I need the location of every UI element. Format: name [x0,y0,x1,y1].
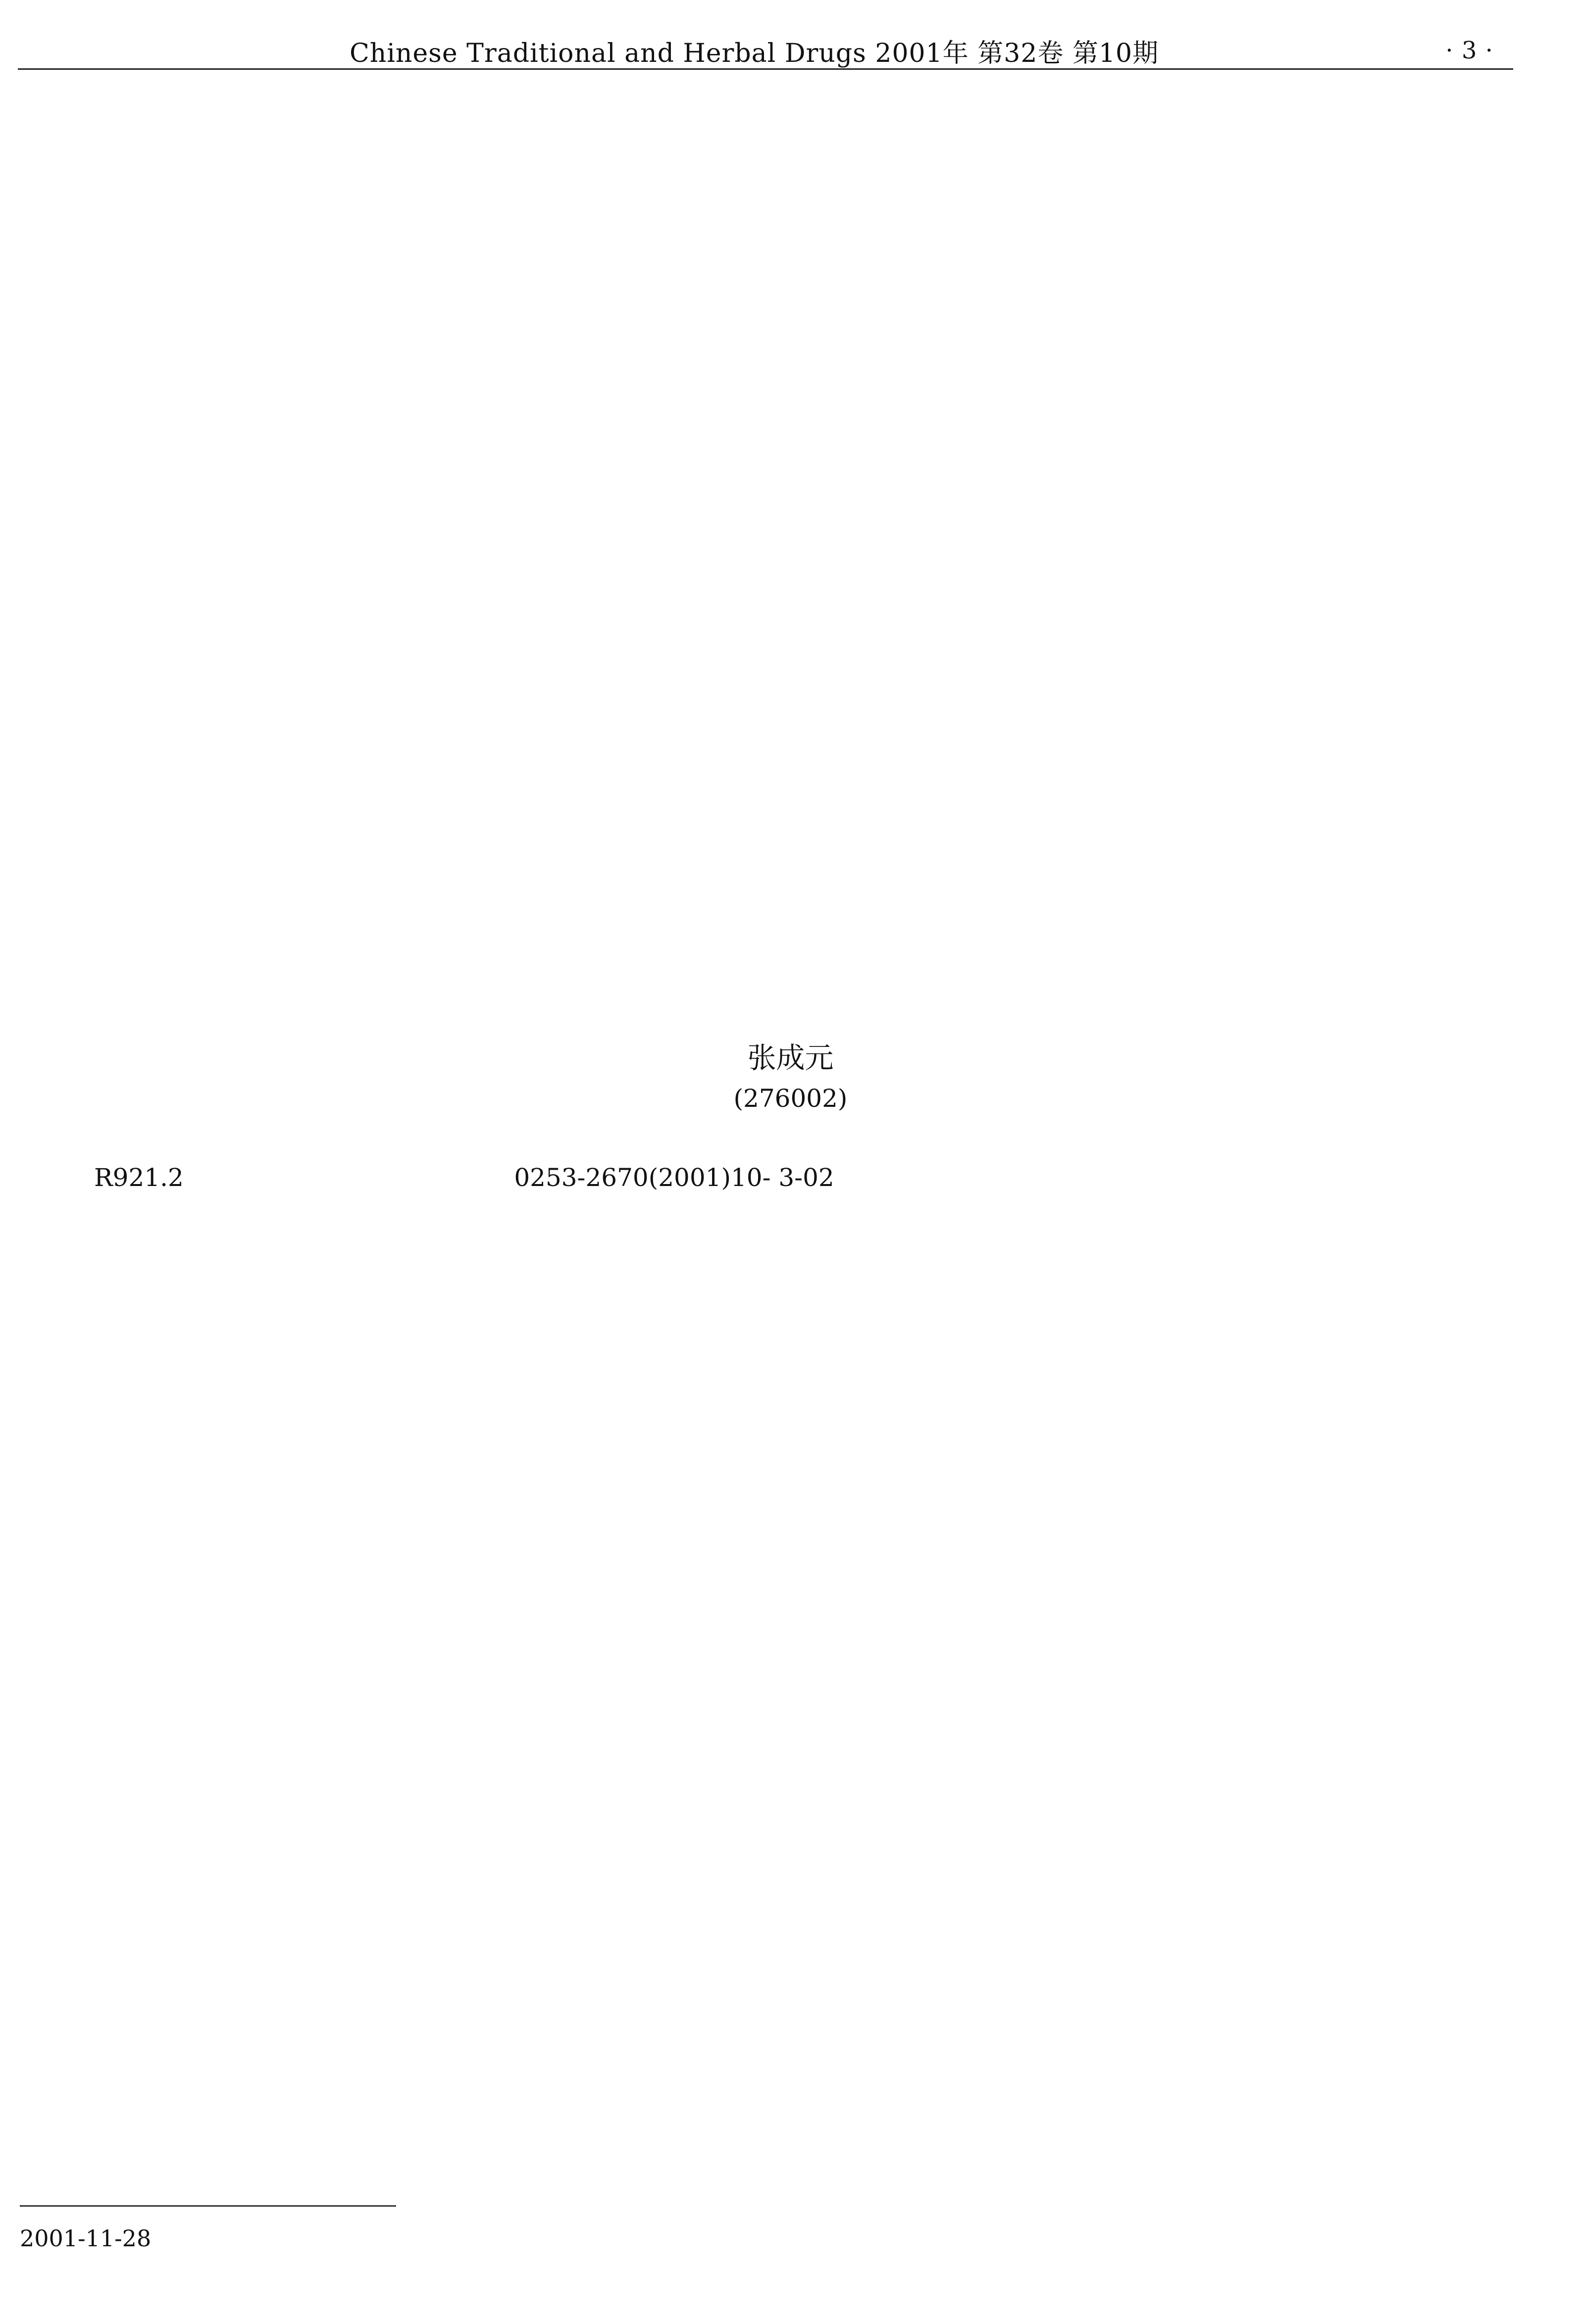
text-line [20,1359,753,1396]
text-line [787,245,1530,282]
text-line [20,1656,753,1693]
text-line [787,1841,1530,1879]
text-line [787,1433,1530,1470]
text-line [787,356,1530,394]
text-line [20,208,753,245]
text-line [20,282,753,319]
top-right-column [787,97,1530,1025]
text-line [20,1841,753,1879]
text-line [787,1359,1530,1396]
text-line [20,913,753,950]
text-line [20,1730,753,1767]
top-left-column [20,97,753,1025]
author-name: 张成元 [747,1041,834,1075]
text-line [20,1879,753,1916]
text-line [20,1322,753,1359]
text-line [20,1767,753,1804]
text-line [787,208,1530,245]
text-line [20,468,753,505]
top-left-lines [20,171,753,950]
bottom-left-column [20,1247,753,2324]
text-line [20,765,753,802]
bottom-right-column [787,1247,1530,2324]
text-line [787,1656,1530,1693]
text-line [20,319,753,356]
text-line [787,542,1530,579]
text-line [787,2213,1530,2250]
text-line [787,1322,1530,1359]
text-line [787,2064,1530,2101]
text-line [787,431,1530,468]
text-line [787,579,1530,616]
text-line [20,356,753,394]
text-line [20,1916,753,1953]
text-line [787,468,1530,505]
text-line [20,876,753,913]
text-line [20,653,753,691]
text-line [787,505,1530,542]
text-line [787,319,1530,356]
text-line [20,1507,753,1544]
text-line [20,1396,753,1433]
bottom-left-lines [20,1322,753,2250]
text-line [20,839,753,876]
text-line [20,1582,753,1619]
page-number: · 3 · [1445,37,1493,64]
received-date-footnote: 2001-11-28 [20,2225,152,2252]
text-line [20,171,753,208]
text-line [787,1804,1530,1841]
text-line [787,1396,1530,1433]
text-line [20,2176,753,2213]
text-line [787,1619,1530,1656]
text-line [20,1693,753,1730]
text-line [787,1767,1530,1804]
text-line [20,2101,753,2138]
text-line [20,394,753,431]
text-line [20,505,753,542]
text-line [787,1730,1530,1767]
text-line [20,1544,753,1582]
text-line [787,691,1530,728]
text-line [787,1916,1530,1953]
text-line [20,431,753,468]
text-line [787,653,1530,691]
text-line [787,839,1530,876]
text-line [20,616,753,653]
text-line [20,1953,753,1990]
text-line [787,1990,1530,2027]
text-line [787,913,1530,950]
text-line [787,802,1530,839]
text-line [787,1544,1530,1582]
text-line [20,1990,753,2027]
text-line [787,1470,1530,1507]
text-line [20,2027,753,2064]
text-line [20,1804,753,1841]
text-line [20,245,753,282]
text-line [787,1507,1530,1544]
text-line [787,616,1530,653]
text-line [787,282,1530,319]
text-line [20,1619,753,1656]
top-right-lines [787,171,1530,950]
text-line [787,765,1530,802]
page-header [18,33,1513,70]
text-line [787,876,1530,913]
text-line [20,1433,753,1470]
text-line [787,2101,1530,2138]
journal-title: Chinese Traditional and Herbal Drugs 2001年 第32卷 第10期 [350,38,1159,68]
text-line [20,2064,753,2101]
text-line [20,542,753,579]
text-line [20,691,753,728]
bottom-right-lines [787,1322,1530,2250]
text-line [787,1879,1530,1916]
text-line [20,579,753,616]
text-line [787,1693,1530,1730]
text-line [787,2138,1530,2176]
text-line [787,2176,1530,2213]
text-line [787,394,1530,431]
text-line [20,1470,753,1507]
classification-line: R921.2 0253-2670(2001)10- 3-02 [94,1163,834,1192]
text-line [20,728,753,765]
text-line [787,728,1530,765]
text-line [787,1953,1530,1990]
footnote-rule [20,2205,396,2207]
text-line [787,1582,1530,1619]
author-affiliation: (276002) [733,1084,848,1113]
text-line [787,2027,1530,2064]
text-line [20,2138,753,2176]
text-line [20,802,753,839]
text-line [787,171,1530,208]
